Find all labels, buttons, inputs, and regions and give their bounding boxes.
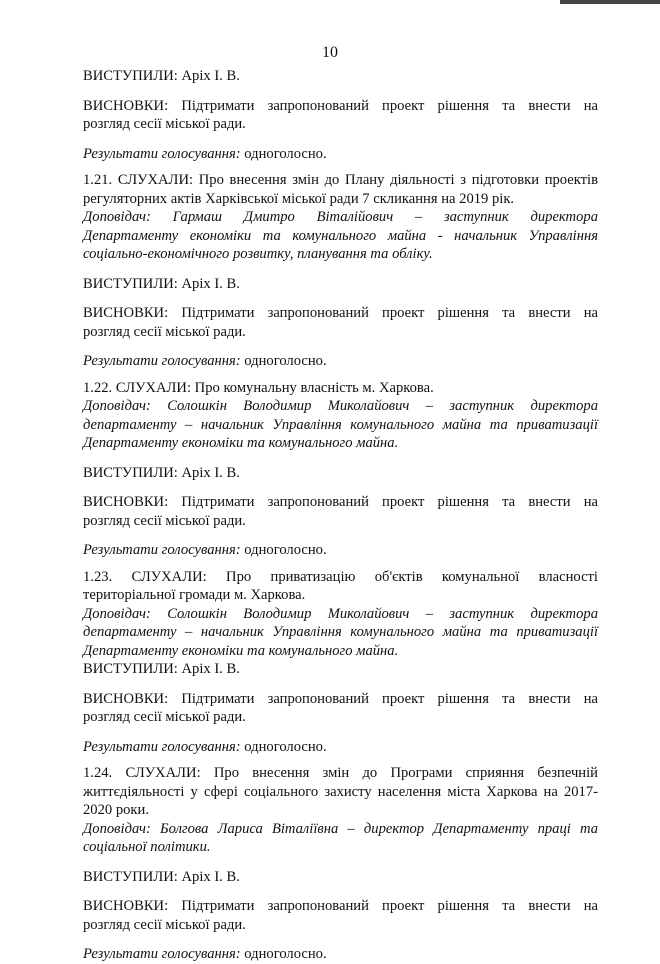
heard-line-2: життєдіяльності у сфері соціального захисту населення міста Харкова на 2017- (83, 783, 598, 800)
speakers-value: Аріх І. В. (181, 464, 240, 481)
reporter-text: Доповідач: Солошкін Володимир Миколайович – заступник директора (83, 605, 598, 622)
vote-result-label: Результати голосування: (83, 145, 241, 162)
reporter-text: Доповідач: Гармаш Дмитро Віталійович – заступник директора (83, 209, 598, 225)
reporter-text: департаменту – начальник Управління комунального майна та приватизації (83, 624, 598, 640)
agenda-item-continuation (83, 67, 598, 163)
heard-line (83, 379, 598, 398)
reporter-line-3 (83, 434, 598, 453)
conclusions-label: ВИСНОВКИ: (83, 898, 169, 914)
vote-result-value: одноголосно. (244, 542, 327, 558)
vote-result (83, 145, 598, 164)
speakers-value: Аріх І. В. (181, 661, 240, 677)
conclusions-line (83, 690, 598, 709)
agenda-item-1-23 (83, 568, 598, 757)
conclusions-line-2: розгляд сесії міської ради. (83, 512, 246, 529)
vote-result-label: Результати голосування: (83, 542, 241, 558)
speakers-value: Аріх І. В. (181, 275, 240, 292)
item-number: 1.22. (83, 379, 113, 396)
heard-text: Про внесення змін до Програми сприяння безпечній (213, 765, 598, 781)
conclusions-text: Підтримати запропонований проект рішення та внести на (181, 305, 598, 321)
vote-result-value: одноголосно. (244, 353, 327, 369)
vote-result (83, 738, 598, 757)
heard-label: СЛУХАЛИ: (125, 765, 201, 781)
speakers-label: ВИСТУПИЛИ: (83, 868, 178, 885)
conclusions-label: ВИСНОВКИ: (83, 305, 169, 321)
reporter-line-2 (83, 623, 598, 642)
vote-result-value: одноголосно. (244, 946, 327, 962)
conclusions-label: ВИСНОВКИ: (83, 690, 169, 707)
minutes-body (83, 67, 598, 964)
reporter-text: Департаменту економіки та комунального майна. (83, 435, 399, 451)
heard-text: Про комунальну власність м. Харкова. (194, 379, 434, 396)
reporter-line-2 (83, 227, 598, 246)
conclusions-text: Підтримати запропонований проект рішення та внести на (181, 97, 598, 114)
speakers-label: ВИСТУПИЛИ: (83, 464, 178, 481)
heard-label: СЛУХАЛИ: (117, 172, 194, 188)
speakers-line (83, 67, 598, 86)
speakers-line (83, 868, 598, 887)
item-number: 1.21. (83, 172, 113, 188)
conclusions-line (83, 493, 598, 512)
vote-result-label: Результати голосування: (83, 738, 241, 755)
reporter-text: Департаменту економіки та комунального майна - начальник Управління (83, 227, 598, 244)
speakers-label: ВИСТУПИЛИ: (83, 661, 178, 677)
vote-result-value: одноголосно. (244, 145, 327, 162)
agenda-item-1-21 (83, 171, 598, 371)
scan-edge-mark (560, 0, 660, 4)
agenda-item-1-22 (83, 379, 598, 560)
reporter-line-1 (83, 208, 598, 227)
conclusions-text: Підтримати запропонований проект рішення та внести на (181, 898, 598, 914)
speakers-value: Аріх І. В. (181, 68, 240, 84)
heard-line-3: 2020 роки. (83, 802, 149, 818)
reporter-text: Доповідач: Солошкін Володимир Миколайович – заступник директора (83, 398, 598, 414)
reporter-text: соціально-економічного розвитку, планування та обліку. (83, 246, 433, 262)
conclusions-line-2: розгляд сесії міської ради. (83, 323, 246, 340)
agenda-item-1-24 (83, 764, 598, 964)
reporter-text: департаменту – начальник Управління комунального майна та приватизації (83, 416, 598, 433)
heard-text: Про приватизацію об'єктів комунальної власності (226, 568, 598, 585)
heard-line (83, 764, 598, 783)
item-number: 1.23. (83, 568, 113, 585)
item-number: 1.24. (83, 765, 113, 781)
speakers-value: Аріх І. В. (181, 868, 240, 885)
vote-result (83, 352, 598, 371)
conclusions-line (83, 97, 598, 116)
heard-line-2: територіальної громади м. Харкова. (83, 587, 306, 603)
conclusions-text: Підтримати запропонований проект рішення та внести на (181, 690, 598, 707)
conclusions-label: ВИСНОВКИ: (83, 97, 169, 114)
reporter-text: Департаменту економіки та комунального майна. (83, 642, 399, 659)
reporter-line-2 (83, 416, 598, 435)
page-number: 10 (322, 44, 338, 61)
reporter-line-3 (83, 245, 598, 264)
reporter-line-1 (83, 820, 598, 839)
vote-result-value: одноголосно. (244, 738, 327, 755)
heard-line (83, 171, 598, 190)
speakers-line (83, 275, 598, 294)
speakers-line (83, 660, 598, 679)
conclusions-line (83, 897, 598, 916)
reporter-line-1 (83, 605, 598, 624)
vote-result-label: Результати голосування: (83, 353, 241, 369)
reporter-line-3 (83, 642, 598, 661)
heard-label: СЛУХАЛИ: (131, 568, 207, 585)
vote-result (83, 541, 598, 560)
speakers-label: ВИСТУПИЛИ: (83, 68, 178, 84)
heard-line-2: регуляторних актів Харківської міської ради 7 скликання на 2019 рік. (83, 190, 515, 207)
conclusions-line-2: розгляд сесії міської ради. (83, 709, 246, 725)
vote-result (83, 945, 598, 964)
reporter-line-1 (83, 397, 598, 416)
speakers-line (83, 464, 598, 483)
heard-text: Про внесення змін до Плану діяльності з підготовки проектів (198, 172, 598, 188)
speakers-label: ВИСТУПИЛИ: (83, 275, 178, 292)
reporter-line-2 (83, 838, 598, 857)
reporter-text: соціальної політики. (83, 839, 211, 855)
reporter-text: Доповідач: Болгова Лариса Віталіївна – директор Департаменту праці та (83, 820, 598, 837)
vote-result-label: Результати голосування: (83, 946, 241, 962)
conclusions-text: Підтримати запропонований проект рішення та внести на (181, 494, 598, 510)
heard-line (83, 568, 598, 587)
conclusions-line-2: розгляд сесії міської ради. (83, 916, 246, 933)
conclusions-label: ВИСНОВКИ: (83, 494, 169, 510)
conclusions-line (83, 304, 598, 323)
conclusions-line-2: розгляд сесії міської ради. (83, 116, 246, 132)
heard-label: СЛУХАЛИ: (115, 379, 192, 396)
